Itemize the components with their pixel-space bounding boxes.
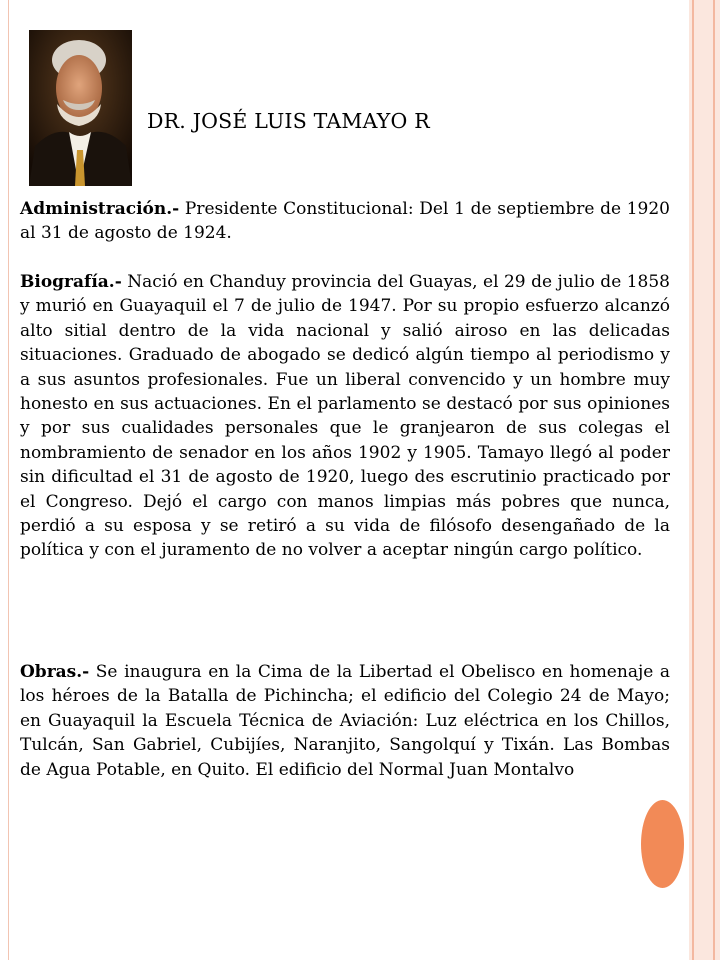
biografia-label: Biografía.- [20,272,122,292]
obras-text: Se inaugura en la Cima de la Libertad el Obelisco en homenaje a los héroes de la Batalla de Pichincha; el edificio del Colegio 24 de Mayo; en Guayaquil la Escuela Técnica de Aviación: Luz eléctrica en los Chillos, Tulcán, San Gabriel, Cubijíes, Naranjito, Sangolquí y Tixán. Las Bombas de Agua Potable, en Quito. El edificio del Normal Juan Montalvo [20,662,670,780]
administracion-paragraph [20,197,670,246]
portrait-photo [29,30,132,186]
obras-paragraph [20,660,670,782]
orange-oval-decoration [641,800,684,888]
obras-label: Obras.- [20,662,90,682]
left-border-line [8,0,9,960]
administracion-label: Administración.- [20,199,180,219]
page-title: DR. JOSÉ LUIS TAMAYO R [147,109,430,133]
biografia-paragraph [20,270,670,563]
right-band-line [713,0,715,960]
right-band-line [692,0,694,960]
administracion-text: Presidente Constitucional: Del 1 de septiembre de 1920 al 31 de agosto de 1924. [20,199,670,244]
biografia-text: Nació en Chanduy provincia del Guayas, el 29 de julio de 1858 y murió en Guayaquil el 7 de julio de 1947. Por su propio esfuerzo alcanzó alto sitial dentro de la vida nacional y salió airoso en las delicadas situaciones. Graduado de abogado se dedicó algún tiempo al periodismo y a sus asuntos profesionales. Fue un liberal convencido y un hombre muy honesto en sus actuaciones. En el parlamento se destacó por sus opiniones y por sus cualidades personales que le granjearon de sus colegas el nombramiento de senador en los años 1902 y 1905. Tamayo llegó al poder sin dificultad el 31 de agosto de 1920, luego des escrutinio practicado por el Congreso. Dejó el cargo con manos limpias más pobres que nunca, perdió a su esposa y se retiró a su vida de filósofo desengañado de la política y con el juramento de no volver a aceptar ningún cargo político. [20,272,670,561]
